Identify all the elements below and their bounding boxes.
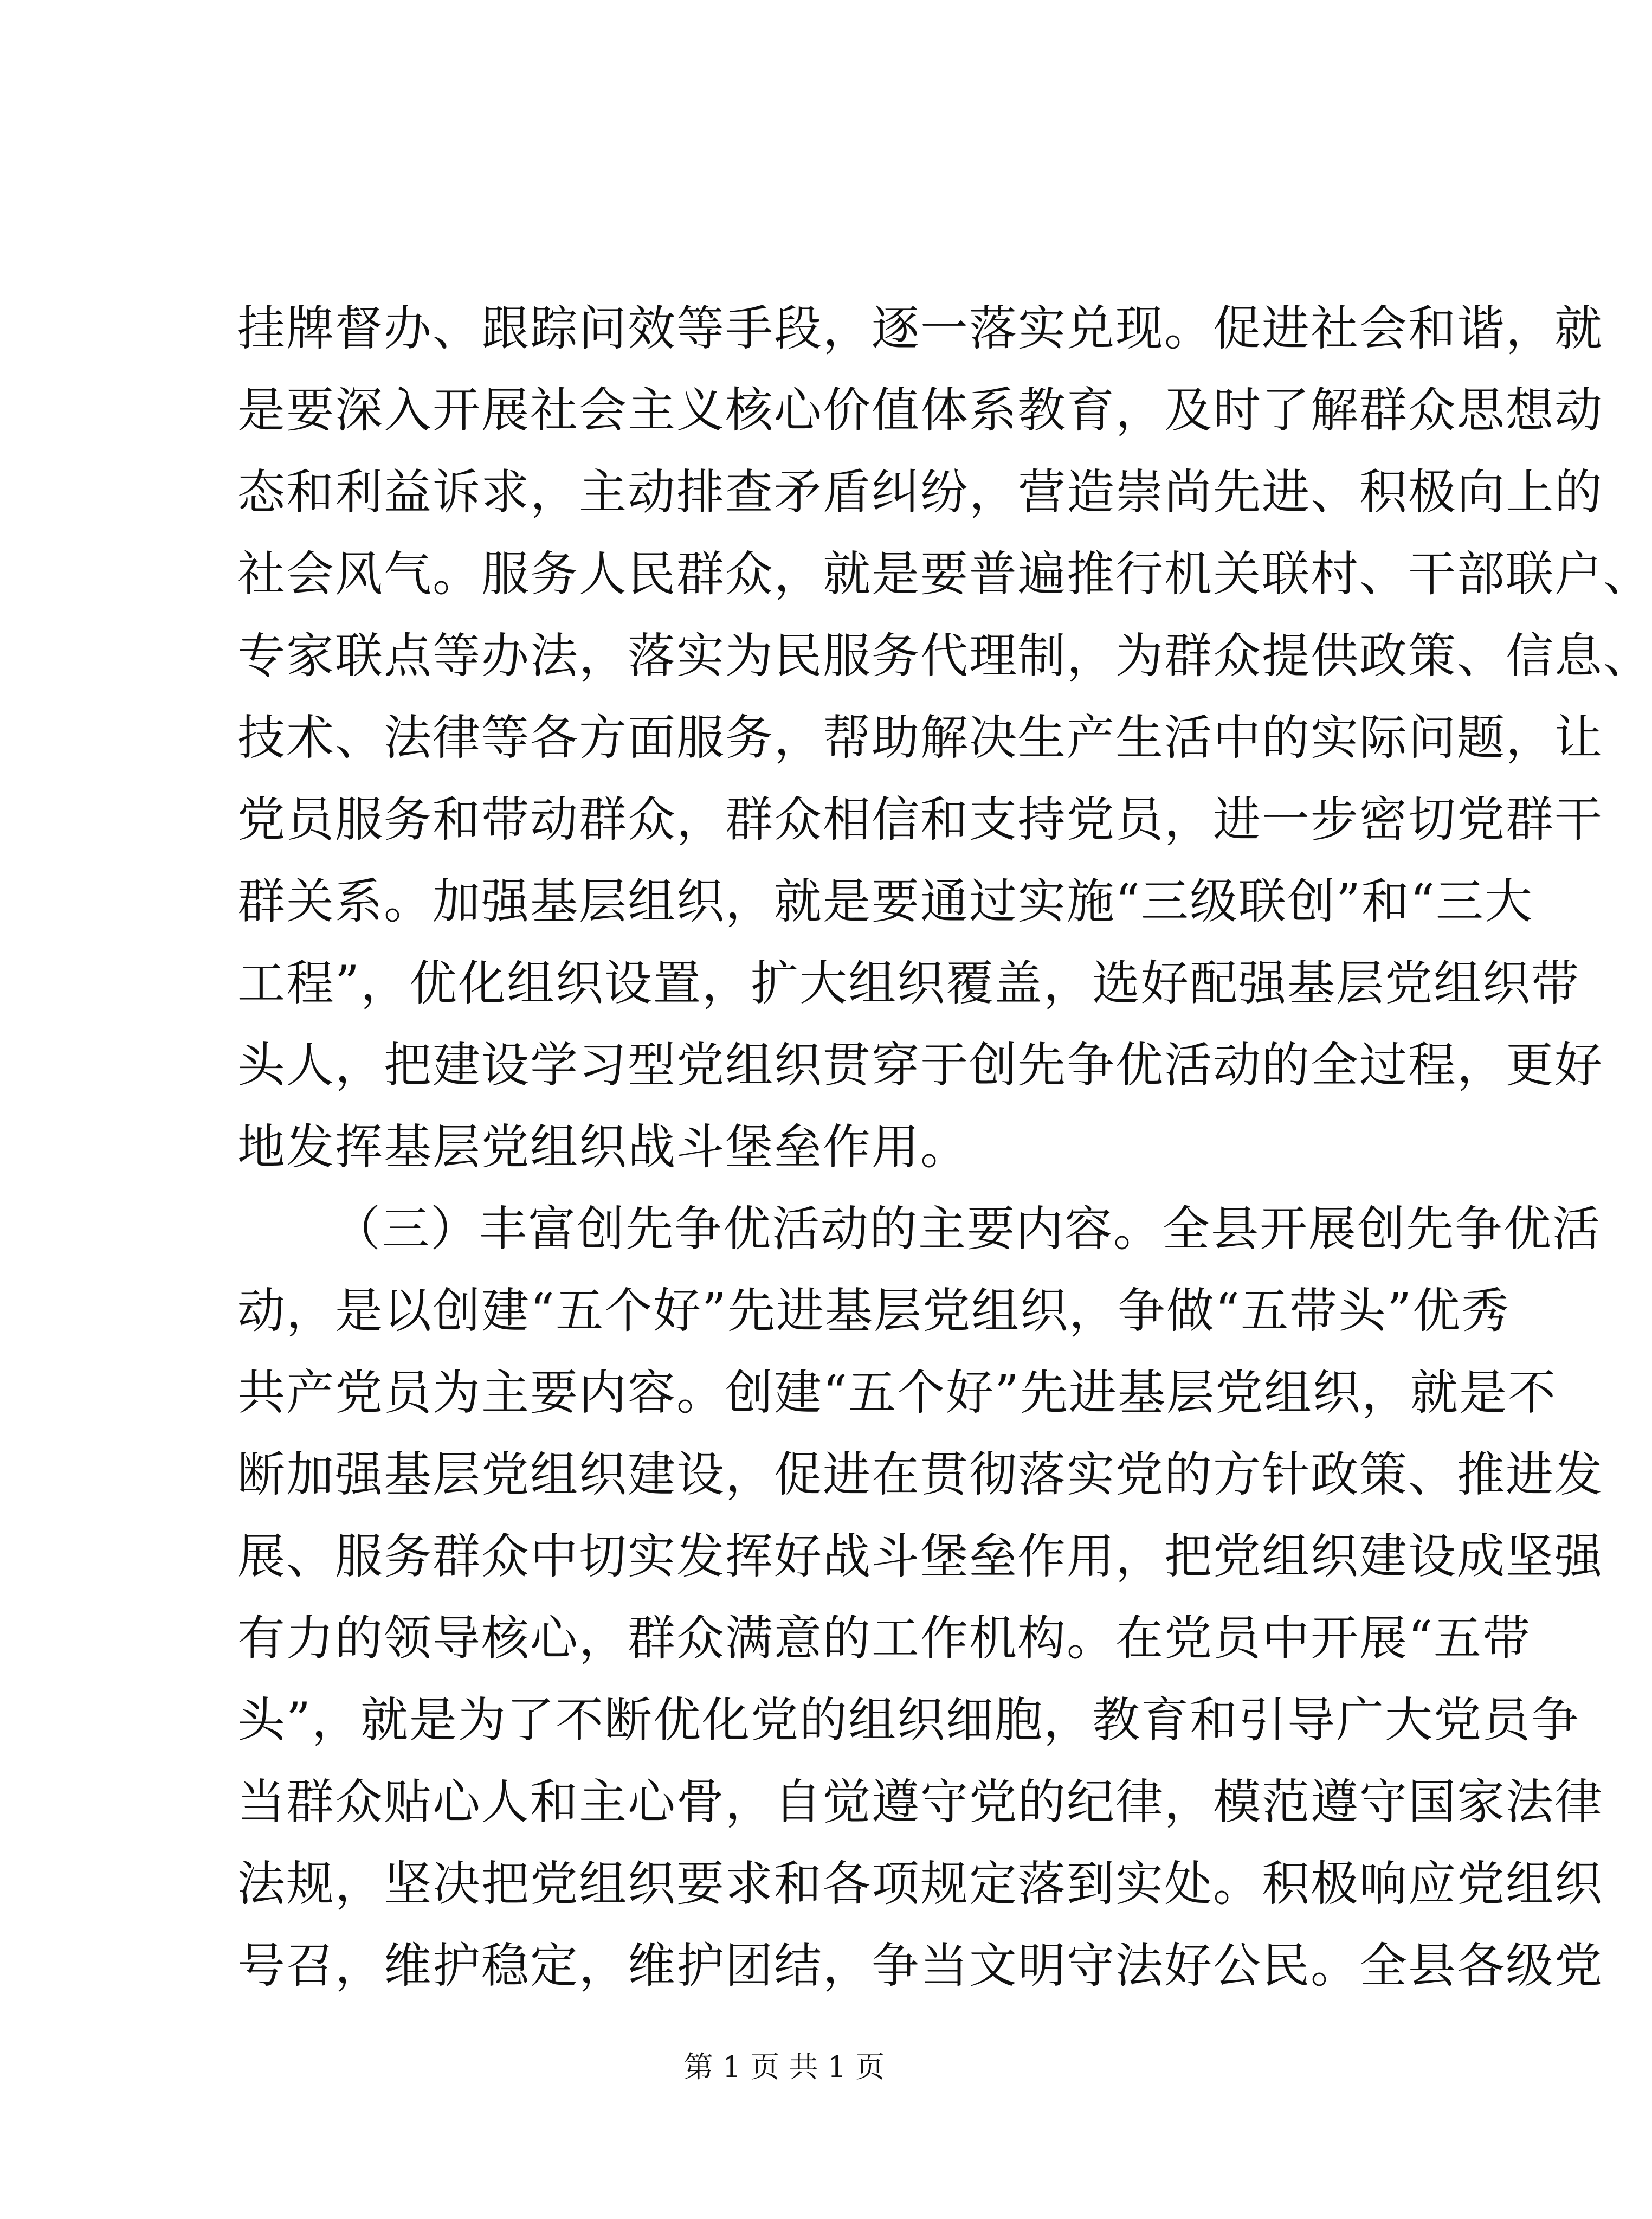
text-line: 态和利益诉求，主动排查矛盾纠纷，营造崇尚先进、积极向上的: [237, 464, 1604, 520]
text-line: 断加强基层党组织建设，促进在贯彻落实党的方针政策、推进发: [237, 1446, 1604, 1502]
text-line: 技术、法律等各方面服务，帮助解决生产生活中的实际问题，让: [237, 710, 1604, 766]
text-line: 是要深入开展社会主义核心价值体系教育，及时了解群众思想动: [237, 382, 1604, 438]
body-text: [237, 287, 1652, 2006]
text-line: 法规，坚决把党组织要求和各项规定落到实处。积极响应党组织: [237, 1856, 1604, 1912]
text-line: 共产党员为主要内容。创建“五个好”先进基层党组织，就是不: [237, 1365, 1557, 1420]
text-line: 号召，维护稳定，维护团结，争当文明守法好公民。全县各级党: [237, 1938, 1604, 1993]
text-line: 头人，把建设学习型党组织贯穿于创先争优活动的全过程，更好: [237, 1037, 1604, 1093]
text-line: 专家联点等办法，落实为民服务代理制，为群众提供政策、信息、: [237, 628, 1652, 684]
text-line: 当群众贴心人和主心骨，自觉遵守党的纪律，模范遵守国家法律: [237, 1774, 1604, 1830]
text-line: 头”，就是为了不断优化党的组织细胞，教育和引导广大党员争: [237, 1692, 1580, 1748]
text-line: 群关系。加强基层组织，就是要通过实施“三级联创”和“三大: [237, 873, 1533, 929]
text-line: 地发挥基层党组织战斗堡垒作用。: [237, 1119, 970, 1175]
text-line: 动，是以创建“五个好”先进基层党组织，争做“五带头”优秀: [237, 1283, 1510, 1339]
text-line: 展、服务群众中切实发挥好战斗堡垒作用，把党组织建设成坚强: [237, 1528, 1604, 1584]
text-line: 党员服务和带动群众，群众相信和支持党员，进一步密切党群干: [237, 792, 1604, 847]
text-line: 有力的领导核心，群众满意的工作机构。在党员中开展“五带: [237, 1610, 1531, 1666]
text-line: 社会风气。服务人民群众，就是要普遍推行机关联村、干部联户、: [237, 546, 1652, 602]
text-line: 工程”，优化组织设置，扩大组织覆盖，选好配强基层党组织带: [237, 955, 1580, 1011]
section-heading-line: （三）丰富创先争优活动的主要内容。全县开展创先争优活: [333, 1201, 1602, 1257]
page-number-footer: 第 1 页 共 1 页: [683, 2050, 885, 2084]
text-line: 挂牌督办、跟踪问效等手段，逐一落实兑现。促进社会和谐，就: [237, 300, 1604, 356]
